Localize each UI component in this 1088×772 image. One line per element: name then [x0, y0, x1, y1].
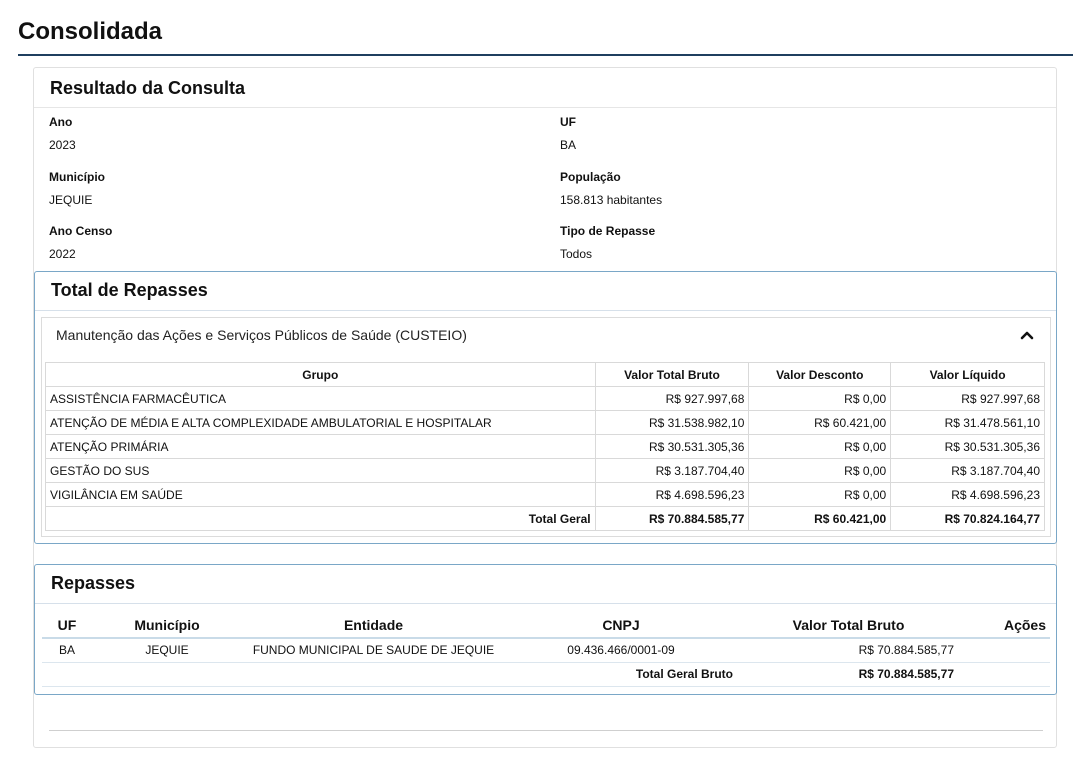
- cell-municipio: JEQUIE: [92, 638, 242, 662]
- cell-bruto: R$ 3.187.704,40: [595, 459, 749, 483]
- field-uf-value: BA: [560, 138, 577, 152]
- cell-liquido: R$ 30.531.305,36: [891, 435, 1045, 459]
- total-repasses-divider: [35, 310, 1056, 311]
- bottom-divider: [49, 730, 1043, 731]
- field-municipio: [49, 170, 105, 207]
- repasses-table: [42, 612, 1050, 687]
- total-geral-bruto-label: Total Geral Bruto: [505, 662, 737, 686]
- table-total-row: [42, 662, 1050, 686]
- total-geral-desconto: R$ 60.421,00: [749, 507, 891, 531]
- table-row: [46, 435, 1045, 459]
- cell-bruto: R$ 30.531.305,36: [595, 435, 749, 459]
- field-ano-censo-value: 2022: [49, 247, 76, 261]
- col-valor-liquido: Valor Líquido: [891, 363, 1045, 387]
- table-row: [42, 638, 1050, 662]
- cell-bruto: R$ 31.538.982,10: [595, 411, 749, 435]
- page-title: Consolidada: [18, 18, 163, 45]
- repasses-card: [34, 564, 1057, 695]
- field-populacao-label: População: [560, 170, 621, 184]
- col-municipio: Município: [92, 612, 242, 638]
- field-tipo-repasse-value: Todos: [560, 247, 593, 261]
- cell-desconto: R$ 0,00: [749, 483, 891, 507]
- cell-grupo: ATENÇÃO PRIMÁRIA: [46, 435, 596, 459]
- cell-grupo: ASSISTÊNCIA FARMACÊUTICA: [46, 387, 596, 411]
- cell-entidade: FUNDO MUNICIPAL DE SAUDE DE JEQUIE: [242, 638, 505, 662]
- table-header-row: [46, 363, 1045, 387]
- repasses-title: Repasses: [51, 573, 136, 593]
- cell-bruto: R$ 927.997,68: [595, 387, 749, 411]
- table-row: [46, 483, 1045, 507]
- field-ano-censo: [49, 224, 112, 261]
- cell-grupo: ATENÇÃO DE MÉDIA E ALTA COMPLEXIDADE AMBULATORIAL E HOSPITALAR: [46, 411, 596, 435]
- total-geral-liquido: R$ 70.824.164,77: [891, 507, 1045, 531]
- total-repasses-card: [34, 271, 1057, 544]
- cell-liquido: R$ 927.997,68: [891, 387, 1045, 411]
- col-grupo: Grupo: [46, 363, 596, 387]
- cell-liquido: R$ 31.478.561,10: [891, 411, 1045, 435]
- result-card: [33, 67, 1057, 748]
- table-header-row: [42, 612, 1050, 638]
- field-tipo-repasse: [560, 224, 655, 261]
- total-geral-bruto: R$ 70.884.585,77: [595, 507, 749, 531]
- total-geral-bruto-value: R$ 70.884.585,77: [737, 662, 960, 686]
- title-divider: [18, 54, 1073, 56]
- repasses-divider: [35, 603, 1056, 604]
- table-row: [46, 411, 1045, 435]
- col-cnpj: CNPJ: [505, 612, 737, 638]
- field-municipio-value: JEQUIE: [49, 193, 93, 207]
- custeio-accordion-label: Manutenção das Ações e Serviços Públicos de Saúde (CUSTEIO): [56, 327, 467, 343]
- cell-grupo: GESTÃO DO SUS: [46, 459, 596, 483]
- table-total-row: [46, 507, 1045, 531]
- field-ano-censo-label: Ano Censo: [49, 224, 113, 238]
- result-divider: [34, 107, 1056, 108]
- cell-liquido: R$ 4.698.596,23: [891, 483, 1045, 507]
- field-ano: [49, 115, 76, 152]
- col-acoes: Ações: [960, 612, 1050, 638]
- total-repasses-title: Total de Repasses: [51, 280, 208, 300]
- col-entidade: Entidade: [242, 612, 505, 638]
- field-uf: [560, 115, 576, 152]
- field-ano-label: Ano: [49, 115, 73, 129]
- total-geral-label: Total Geral: [46, 507, 596, 531]
- col-valor-desconto: Valor Desconto: [749, 363, 891, 387]
- cell-liquido: R$ 3.187.704,40: [891, 459, 1045, 483]
- cell-desconto: R$ 0,00: [749, 387, 891, 411]
- cell-uf: BA: [42, 638, 92, 662]
- cell-desconto: R$ 0,00: [749, 459, 891, 483]
- col-valor-total-bruto: Valor Total Bruto: [595, 363, 749, 387]
- table-row: [46, 459, 1045, 483]
- cell-grupo: VIGILÂNCIA EM SAÚDE: [46, 483, 596, 507]
- total-repasses-table: [45, 362, 1045, 531]
- field-uf-label: UF: [560, 115, 576, 129]
- col-uf: UF: [42, 612, 92, 638]
- chevron-up-icon[interactable]: [1018, 326, 1036, 344]
- field-ano-value: 2023: [49, 138, 76, 152]
- table-row: [46, 387, 1045, 411]
- field-tipo-repasse-label: Tipo de Repasse: [560, 224, 656, 238]
- cell-valor: R$ 70.884.585,77: [737, 638, 960, 662]
- cell-acoes: [960, 638, 1050, 662]
- cell-desconto: R$ 60.421,00: [749, 411, 891, 435]
- field-populacao: [560, 170, 662, 207]
- cell-cnpj: 09.436.466/0001-09: [505, 638, 737, 662]
- cell-desconto: R$ 0,00: [749, 435, 891, 459]
- col-valor-total-bruto: Valor Total Bruto: [737, 612, 960, 638]
- field-populacao-value: 158.813 habitantes: [560, 193, 663, 207]
- cell-bruto: R$ 4.698.596,23: [595, 483, 749, 507]
- result-title: Resultado da Consulta: [50, 78, 246, 98]
- field-municipio-label: Município: [49, 170, 105, 184]
